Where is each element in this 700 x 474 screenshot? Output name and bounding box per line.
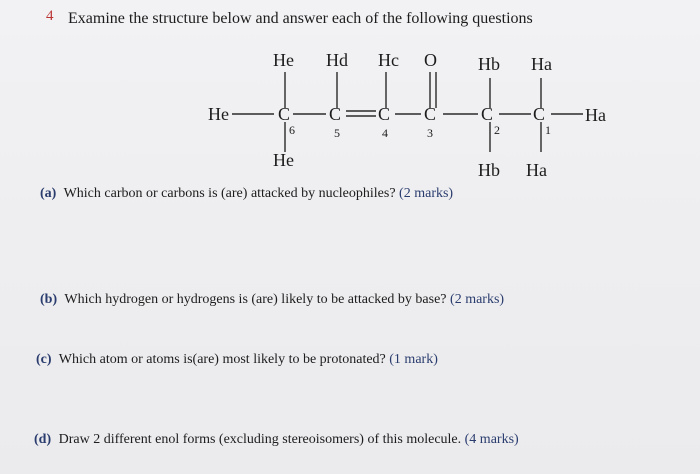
number-2: 2 [494, 123, 500, 137]
top-label-he: He [273, 50, 294, 70]
question-d-label: (d) [34, 432, 52, 447]
carbon-4: C [378, 104, 391, 124]
top-label-ha: Ha [531, 54, 552, 74]
number-6: 6 [289, 123, 295, 137]
bottom-label-hb: Hb [478, 160, 500, 180]
carbon-3: C [424, 104, 437, 124]
carbon-6: C [278, 104, 291, 124]
carbon-2: C [481, 104, 494, 124]
bottom-label-ha: Ha [526, 160, 547, 180]
top-label-hd: Hd [326, 50, 348, 70]
question-b [40, 292, 504, 308]
chemical-structure [0, 0, 700, 200]
question-d [34, 432, 519, 448]
left-label-he: He [208, 104, 229, 124]
top-label-hc: Hc [378, 50, 399, 70]
bottom-label-he: He [273, 150, 294, 170]
question-a-text: Which carbon or carbons is (are) attacked by nucleophiles? [63, 186, 396, 201]
question-heading: Examine the structure below and answer each of the following questions [68, 10, 533, 27]
question-c-marks: (1 mark) [389, 352, 438, 367]
question-d-marks: (4 marks) [464, 432, 519, 447]
question-a-marks: (2 marks) [399, 186, 454, 201]
question-c-label: (c) [36, 352, 52, 367]
question-c [36, 352, 438, 368]
question-c-text: Which atom or atoms is(are) most likely to be protonated? [58, 352, 386, 367]
top-label-hb: Hb [478, 54, 500, 74]
question-a [40, 186, 453, 202]
carbon-5: C [329, 104, 342, 124]
number-3: 3 [427, 126, 433, 140]
question-b-text: Which hydrogen or hydrogens is (are) likely to be attacked by base? [64, 292, 447, 307]
question-number: 4 [46, 8, 54, 24]
carbon-1: C [533, 104, 546, 124]
number-1: 1 [545, 123, 551, 137]
top-bonds [285, 72, 541, 108]
question-a-label: (a) [40, 186, 57, 201]
right-label-ha: Ha [585, 105, 606, 125]
question-b-label: (b) [40, 292, 58, 307]
question-d-text: Draw 2 different enol forms (excluding stereoisomers) of this molecule. [58, 432, 462, 447]
number-5: 5 [334, 126, 340, 140]
bottom-bonds [285, 122, 541, 152]
number-4: 4 [382, 126, 388, 140]
top-label-o: O [424, 50, 437, 70]
question-b-marks: (2 marks) [450, 292, 505, 307]
